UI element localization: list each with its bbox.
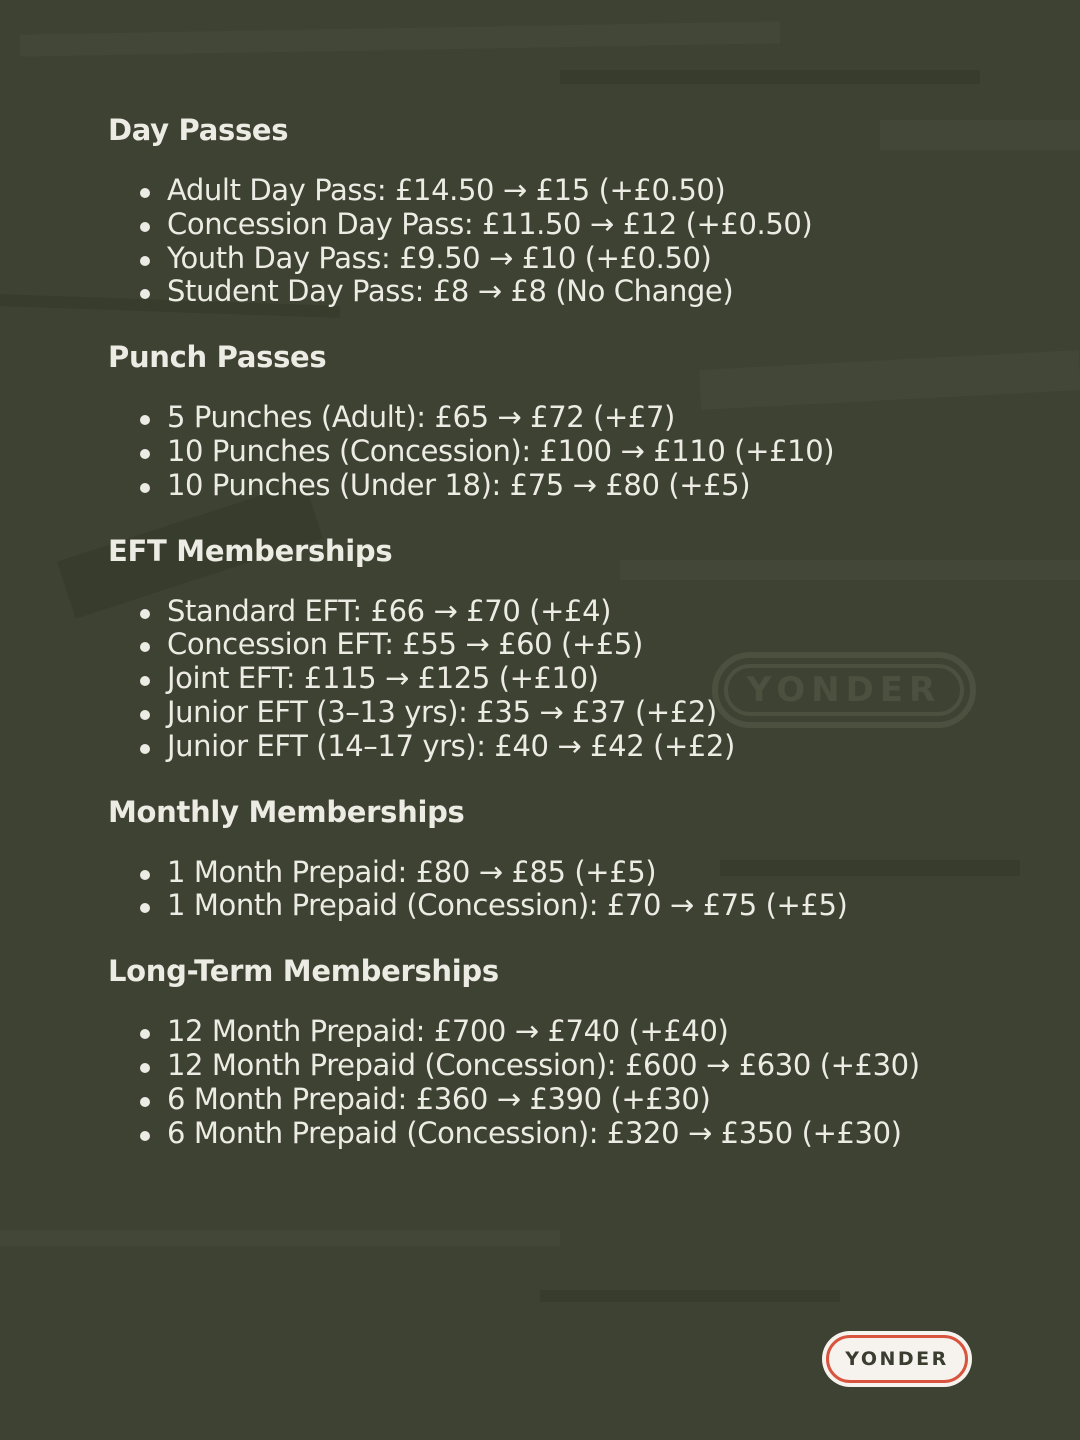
logo-ring xyxy=(826,1335,968,1383)
list-item: 6 Month Prepaid (Concession): £320 → £350 (+£30) xyxy=(108,1117,1008,1151)
logo-text: YONDER xyxy=(845,1348,949,1370)
list-item: Youth Day Pass: £9.50 → £10 (+£0.50) xyxy=(108,242,1008,276)
list-item: Concession Day Pass: £11.50 → £12 (+£0.50) xyxy=(108,208,1008,242)
list-item: 12 Month Prepaid: £700 → £740 (+£40) xyxy=(108,1015,1008,1049)
section-title: Long-Term Memberships xyxy=(108,954,499,989)
list-item: Standard EFT: £66 → £70 (+£4) xyxy=(108,595,1008,629)
item-list xyxy=(108,1015,1008,1150)
section-monthly-memberships xyxy=(108,790,1008,924)
price-list xyxy=(108,108,1008,1176)
list-item: 1 Month Prepaid: £80 → £85 (+£5) xyxy=(108,856,1008,890)
yonder-logo xyxy=(822,1331,972,1387)
list-item: 5 Punches (Adult): £65 → £72 (+£7) xyxy=(108,401,1008,435)
list-item: 10 Punches (Concession): £100 → £110 (+£10) xyxy=(108,435,1008,469)
list-item: Adult Day Pass: £14.50 → £15 (+£0.50) xyxy=(108,174,1008,208)
section-long-term-memberships xyxy=(108,949,1008,1150)
item-list xyxy=(108,856,1008,924)
section-title: Day Passes xyxy=(108,113,289,147)
list-item: Junior EFT (3–13 yrs): £35 → £37 (+£2) xyxy=(108,696,1008,730)
watermark-text: YONDER xyxy=(746,670,942,710)
list-item: Junior EFT (14–17 yrs): £40 → £42 (+£2) xyxy=(108,730,1008,764)
list-item: 1 Month Prepaid (Concession): £70 → £75 (+£5) xyxy=(108,889,1008,923)
item-list xyxy=(108,401,1008,502)
section-title: Monthly Memberships xyxy=(108,794,465,829)
list-item: 6 Month Prepaid: £360 → £390 (+£30) xyxy=(108,1083,1008,1117)
list-item: Joint EFT: £115 → £125 (+£10) xyxy=(108,662,1008,696)
section-eft-memberships xyxy=(108,529,1008,764)
list-item: 10 Punches (Under 18): £75 → £80 (+£5) xyxy=(108,469,1008,503)
section-title: Punch Passes xyxy=(108,340,327,375)
item-list xyxy=(108,174,1008,309)
section-punch-passes xyxy=(108,335,1008,502)
list-item: Student Day Pass: £8 → £8 (No Change) xyxy=(108,275,1008,309)
section-title: EFT Memberships xyxy=(108,533,393,568)
section-day-passes xyxy=(108,108,1008,309)
list-item: 12 Month Prepaid (Concession): £600 → £630 (+£30) xyxy=(108,1049,1008,1083)
list-item: Concession EFT: £55 → £60 (+£5) xyxy=(108,628,1008,662)
item-list xyxy=(108,595,1008,764)
